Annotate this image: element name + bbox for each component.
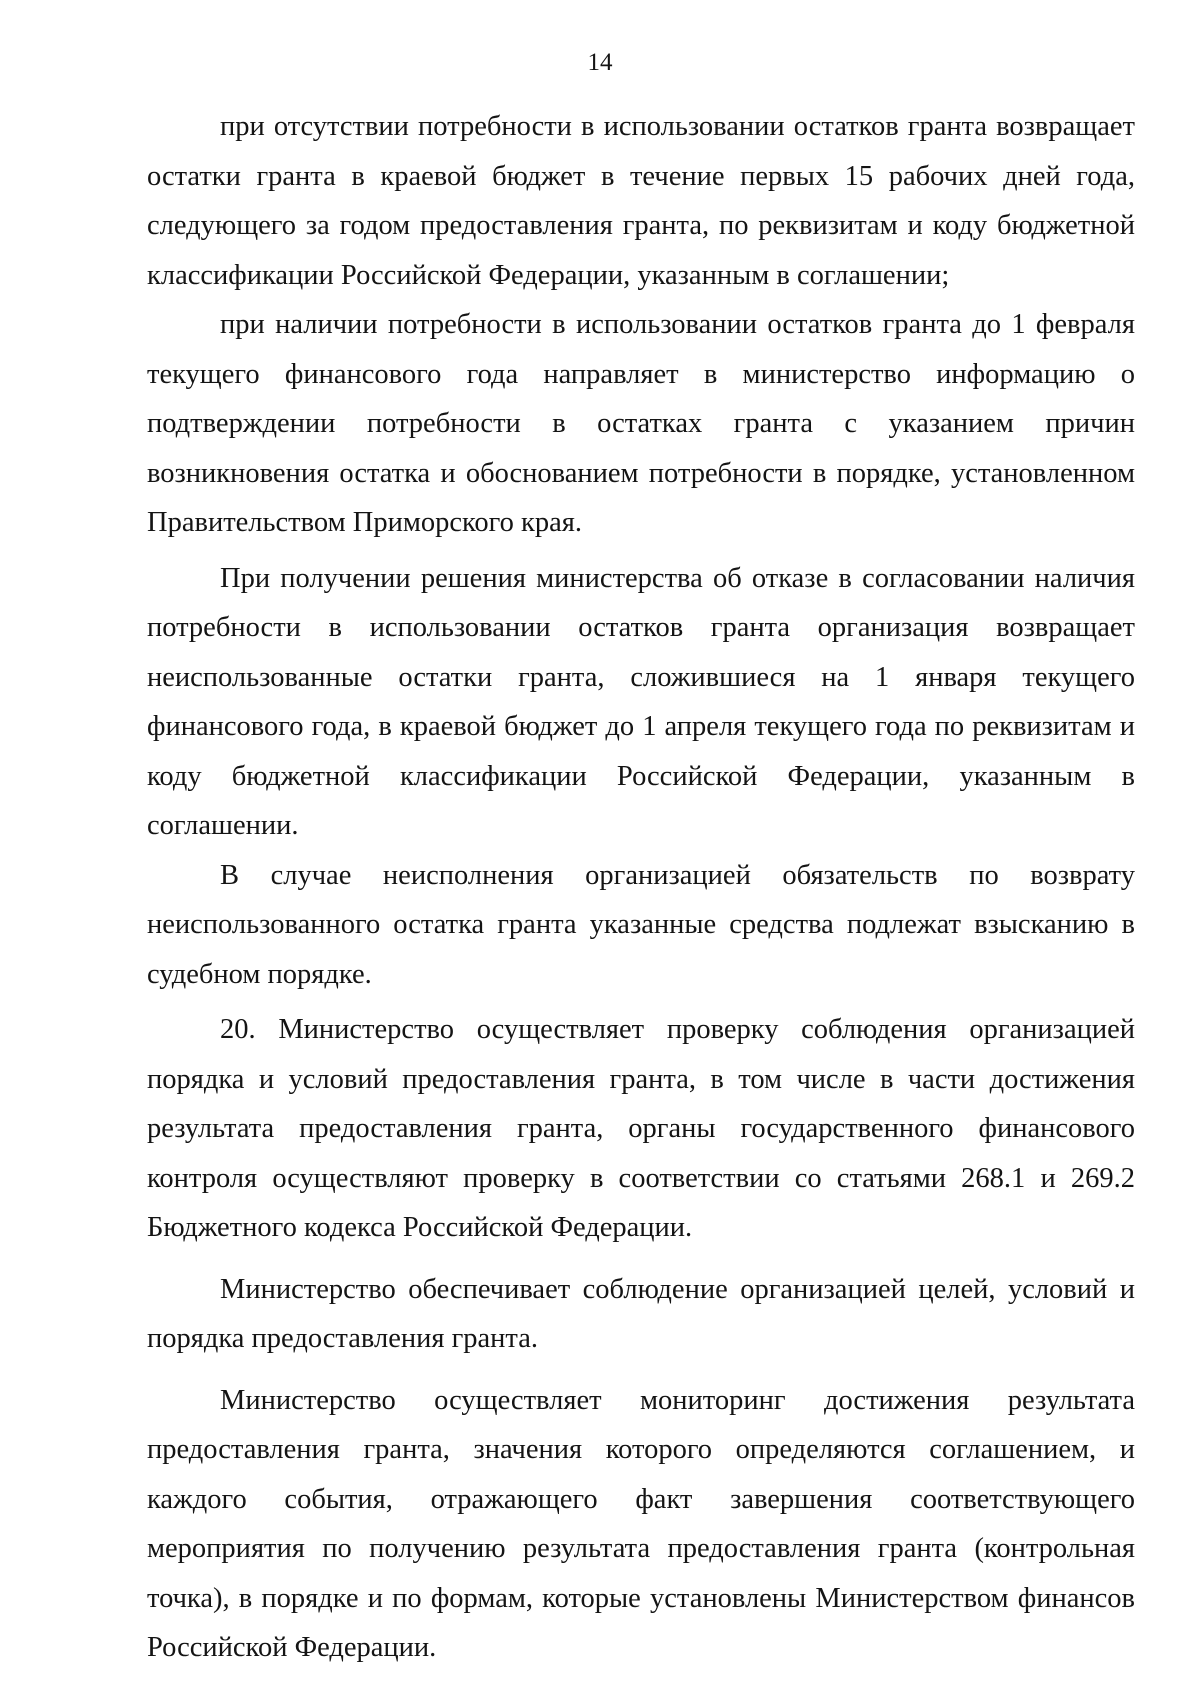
paragraph-5: 20. Министерство осуществляет проверку соблюдения организацией порядка и условий предоставления гранта, в том числе в части достижения результата предоставления гранта, органы государственного финансового контроля осуществляют проверку в соответствии со статьями 268.1 и 269.2 Бюджетного кодекса Российской Федерации. (147, 1014, 1135, 1243)
paragraph-3: При получении решения министерства об отказе в согласовании наличия потребности в использовании остатков гранта организация возвращает неиспользованные остатки гранта, сложившиеся на 1 января текущего финансового года, в краевой бюджет до 1 апреля текущего года по реквизитам и коду бюджетной классификации Российской Федерации, указанным в соглашении. (147, 562, 1135, 841)
page-number: 14 (587, 49, 613, 76)
paragraph-6: Министерство обеспечивает соблюдение организацией целей, условий и порядка предоставления гранта. (147, 1273, 1135, 1354)
document-body (147, 102, 1135, 1673)
paragraph-7: Министерство осуществляет мониторинг достижения результата предоставления гранта, значения которого определяются соглашением, и каждого события, отражающего факт завершения соответствующего мероприятия по получению результата предоставления гранта (контрольная точка), в порядке и по формам, которые установлены Министерством финансов Российской Федерации. (147, 1384, 1135, 1663)
paragraph-2: при наличии потребности в использовании остатков гранта до 1 февраля текущего финансового года направляет в министерство информацию о подтверждении потребности в остатках гранта с указанием причин возникновения остатка и обоснованием потребности в порядке, установленном Правительством Приморского края. (147, 309, 1135, 538)
paragraph-4: В случае неисполнения организацией обязательств по возврату неиспользованного остатка гранта указанные средства подлежат взысканию в судебном порядке. (147, 859, 1135, 990)
paragraph-1: при отсутствии потребности в использовании остатков гранта возвращает остатки гранта в краевой бюджет в течение первых 15 рабочих дней года, следующего за годом предоставления гранта, по реквизитам и коду бюджетной классификации Российской Федерации, указанным в соглашении; (147, 111, 1135, 291)
